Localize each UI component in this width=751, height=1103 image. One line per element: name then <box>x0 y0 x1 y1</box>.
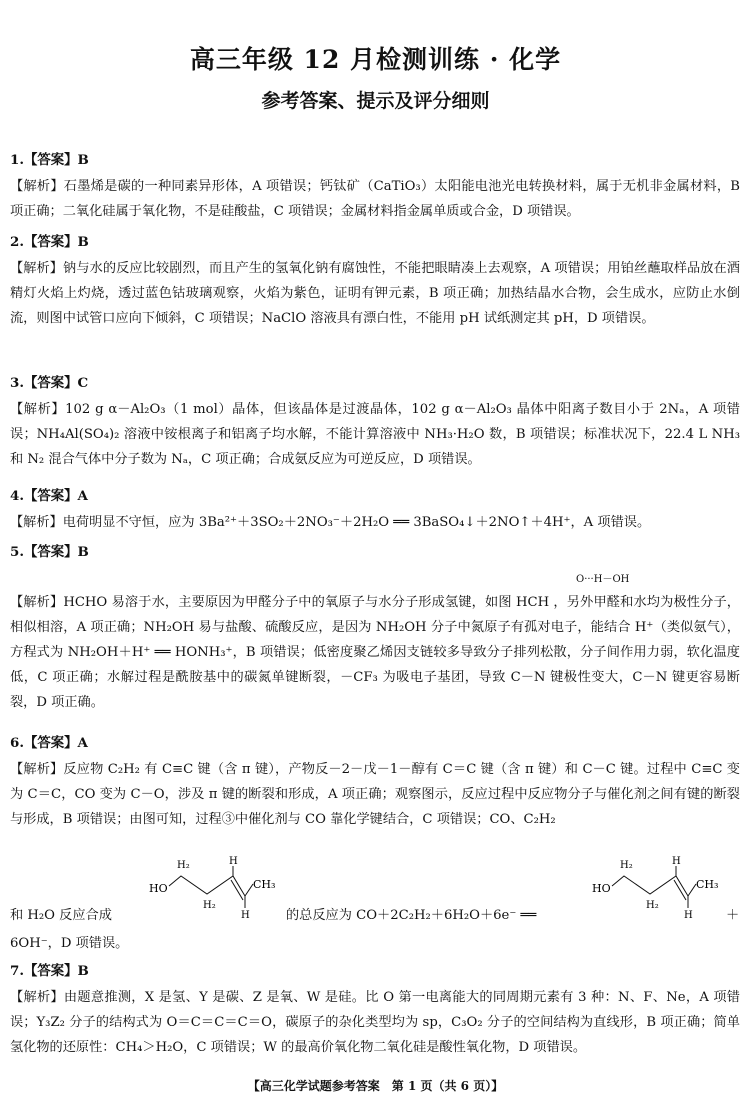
structure-pentenol-2 <box>588 852 728 922</box>
hbond-figure-label: O···H－OH <box>576 574 630 585</box>
answer-5: 5.【答案】B <box>10 544 89 560</box>
h-label-bottom: H <box>241 910 250 921</box>
page-footer: 【高三化学试题参考答案 第 1 页（共 6 页）】 <box>247 1079 504 1093</box>
page-title: 高三年级 12 月检测训练 · 化学 <box>189 45 562 74</box>
ch3-label: CH₃ <box>253 878 276 891</box>
analysis-6: 【解析】反应物 C₂H₂ 有 C≡C 键（含 π 键），产物反－2－戊－1－醇有 C＝C 键（含 π 键）和 C－C 键。过程中 C≡C 变为 C＝C，CO 变为 C－O，涉及 π 键的断裂和形成，A 项正确；观察图示，反应过程中反应物分子与催化剂之间有键的断裂与形成，B 项错误；由图可知，过程③中催化剂与 CO 靠化学键结合，C 项错误；CO、C₂H₂ <box>10 762 740 827</box>
h2-label-top: H₂ <box>177 860 190 871</box>
chain-bonds <box>169 876 253 896</box>
answer-7: 7.【答案】B <box>10 963 89 979</box>
analysis-1: 【解析】石墨烯是碳的一种同素异形体，A 项错误；钙钛矿（CaTiO₃）太阳能电池光电转换材料，属于无机非金属材料，B 项正确；二氧化硅属于氧化物，不是硅酸盐，C 项错误；金属材料指金属单质或合金，D 项错误。 <box>10 179 740 219</box>
q6-tail-b: 的总反应为 CO＋2C₂H₂＋6H₂O＋6e⁻ ══ <box>286 908 537 923</box>
structure-pentenol-1 <box>145 852 285 922</box>
analysis-5: 【解析】HCHO 易溶于水，主要原因为甲醛分子中的氧原子与水分子形成氢键，如图 HCH ，另外甲醛和水均为极性分子，相似相溶，A 项正确；NH₂OH 易与盐酸、硫酸反应，是因为 NH₂OH 分子中氮原子有孤对电子，能结合 H⁺（类似氨气），方程式为 NH₂OH＋H⁺ ══ HONH₃⁺，B 项错误；低密度聚乙烯因支链较多导致分子排列松散，分子间作用力弱，软化温度低，C 项正确；水解过程是酰胺基中的碳氮单键断裂，－CF₃ 为吸电子基团，导致 C－N 键极性变大，C－N 键更容易断裂，D 项正确。 <box>10 595 740 710</box>
answer-2: 2.【答案】B <box>10 234 89 250</box>
answer-1: 1.【答案】B <box>10 152 89 168</box>
analysis-7: 【解析】由题意推测，X 是氢、Y 是碳、Z 是氧、W 是硅。比 O 第一电离能大的同周期元素有 3 种：N、F、Ne，A 项错误；Y₃Z₂ 分子的结构式为 O＝C＝C＝C＝O，碳原子的杂化类型均为 sp，C₃O₂ 分子的空间结构为直线形，B 项正确；简单氢化物的还原性：CH₄＞H₂O，C 项错误；W 的最高价氧化物二氧化硅是酸性氧化物，D 项错误。 <box>10 990 740 1055</box>
analysis-3: 【解析】102 g α－Al₂O₃（1 mol）晶体，但该晶体是过渡晶体，102 g α－Al₂O₃ 晶体中阳离子数目小于 2Nₐ，A 项错误；NH₄Al(SO₄)₂ 溶液中铵根离子和铝离子均水解，不能计算溶液中 NH₃·H₂O 数，B 项错误；标准状况下，22.4 L NH₃ 和 N₂ 混合气体中分子数为 Nₐ，C 项正确；合成氨反应为可逆反应，D 项错误。 <box>10 402 740 467</box>
pentenol-skeleton-2 <box>588 852 728 922</box>
h-label-top-2: H <box>672 856 681 867</box>
answer-6: 6.【答案】A <box>10 735 88 751</box>
chain-bonds-2 <box>612 876 696 896</box>
h2-label-bottom: H₂ <box>203 900 216 911</box>
ho-label: HO <box>149 882 168 895</box>
q6-tail-c: ＋ <box>726 908 740 923</box>
q6-tail-a: 和 H₂O 反应合成 <box>10 908 112 923</box>
h2-label-top-2: H₂ <box>620 860 633 871</box>
pentenol-skeleton-1 <box>145 852 285 922</box>
ch3-label-2: CH₃ <box>696 878 719 891</box>
h2-label-bottom-2: H₂ <box>646 900 659 911</box>
h-label-bottom-2: H <box>684 910 693 921</box>
answer-3: 3.【答案】C <box>10 375 89 391</box>
h-label-top: H <box>229 856 238 867</box>
page-subtitle: 参考答案、提示及评分细则 <box>261 90 490 112</box>
analysis-2: 【解析】钠与水的反应比较剧烈，而且产生的氢氧化钠有腐蚀性，不能把眼睛凑上去观察，A 项错误；用铂丝蘸取样品放在酒精灯火焰上灼烧，透过蓝色钴玻璃观察，火焰为紫色，证明有钾元素，B 项正确；加热结晶水合物，会生成水，应防止水倒流，则图中试管口应向下倾斜，C 项错误；NaClO 溶液具有漂白性，不能用 pH 试纸测定其 pH，D 项错误。 <box>10 261 740 326</box>
answer-4: 4.【答案】A <box>10 488 88 504</box>
q6-tail-d: 6OH⁻，D 项错误。 <box>10 936 129 951</box>
analysis-4: 【解析】电荷明显不守恒，应为 3Ba²⁺＋3SO₂＋2NO₃⁻＋2H₂O ══ 3BaSO₄↓＋2NO↑＋4H⁺，A 项错误。 <box>10 515 651 530</box>
ho-label-2: HO <box>592 882 611 895</box>
